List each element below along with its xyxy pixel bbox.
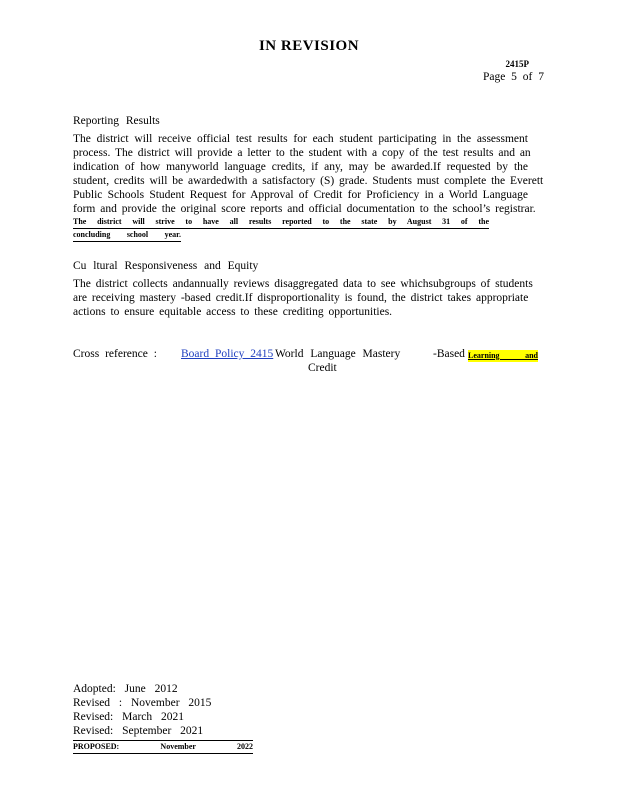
board-policy-link[interactable]: Board Policy 2415 <box>181 348 274 360</box>
paragraph-line: The district collects andannually reviews disaggregated data to see whichsubgroups of students <box>73 278 533 290</box>
cultural-responsiveness-section <box>73 258 533 319</box>
revised-date: Revised: September 2021 <box>73 725 204 737</box>
paragraph-line: actions to ensure equitable access to these crediting opportunities. <box>73 306 393 318</box>
paragraph-line: Public Schools Student Request for Approval of Credit for Proficiency in a World Language <box>73 189 528 201</box>
paragraph-line: are receiving mastery -based credit.If disproportionality is found, the district takes appropriate <box>73 292 529 304</box>
reporting-results-heading: Reporting Results <box>73 115 160 127</box>
revised-date: Revised: March 2021 <box>73 711 185 723</box>
proposed-addition-line: The district will strive to have all results reported to the state by August 31 of the <box>73 216 489 229</box>
paragraph-line: The district will receive official test results for each student participating in the assessment <box>73 133 528 145</box>
cross-reference-label: Cross reference : <box>73 348 157 360</box>
reporting-results-section <box>73 113 544 242</box>
cultural-responsiveness-paragraph <box>73 277 533 319</box>
adopted-date: Adopted: June 2012 <box>73 683 178 695</box>
cross-reference-dash: -Based <box>433 348 465 360</box>
reporting-results-paragraph <box>73 132 544 216</box>
paragraph-line: indication of how manyworld language credits, if any, may be awarded.If requested by the <box>73 161 528 173</box>
paragraph-line: form and provide the original score reports and official documentation to the school’s registrar. <box>73 203 536 215</box>
cross-reference-credit: Credit <box>308 362 337 374</box>
paragraph-line: process. The district will provide a letter to the student with a copy of the test results and an <box>73 147 531 159</box>
proposed-date: PROPOSED: November 2022 <box>73 740 253 754</box>
highlighted-text <box>468 348 538 362</box>
revised-date: Revised : November 2015 <box>73 697 212 709</box>
page-number: Page 5 of 7 <box>482 71 544 83</box>
page-title: IN REVISION <box>258 38 360 54</box>
revision-history <box>73 682 253 754</box>
policy-number: 2415P <box>505 59 529 69</box>
cross-reference-title: World Language Mastery <box>275 348 401 360</box>
paragraph-line: student, credits will be awardedwith a satisfactory (S) grade. Students must complete the Everett <box>73 175 544 187</box>
cultural-responsiveness-heading: Cu ltural Responsiveness and Equity <box>73 260 259 272</box>
proposed-addition-line: concluding school year. <box>73 229 181 242</box>
highlight-learning-and: Learning and <box>468 351 538 360</box>
